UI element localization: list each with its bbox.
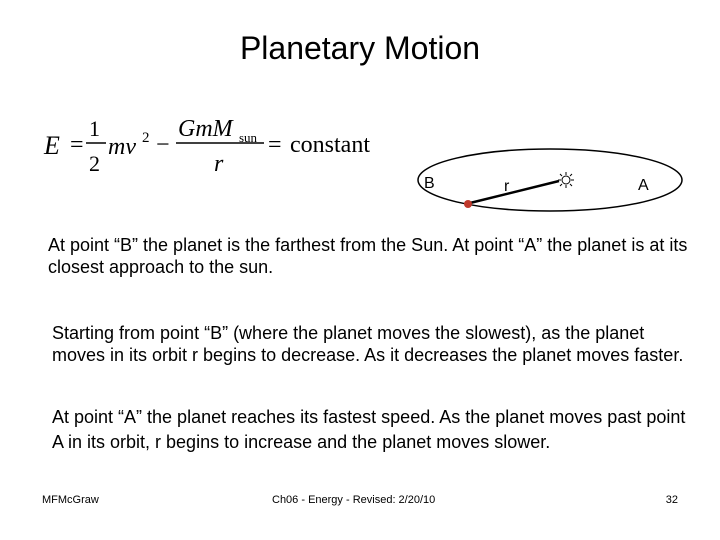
slide-title: Planetary Motion bbox=[239, 30, 481, 66]
gravity-subscript: sun bbox=[239, 130, 258, 145]
half-denominator: 2 bbox=[89, 151, 100, 176]
equals-sign-2: = bbox=[268, 132, 282, 158]
energy-equation bbox=[40, 112, 390, 182]
equation-lhs: E bbox=[44, 131, 60, 160]
radius-label: r bbox=[504, 178, 510, 195]
paragraph-farthest-closest: At point “B” the planet is the farthest from the Sun. At point “A” the planet is at its closest approach to the sun. bbox=[48, 235, 688, 277]
kinetic-exponent: 2 bbox=[142, 130, 150, 146]
paragraph-at-point-a: At point “A” the planet reaches its fastest speed. As the planet moves past point A in its orbit, r begins to increase and the planet moves slower. bbox=[52, 407, 686, 452]
gravity-denominator: r bbox=[214, 151, 224, 177]
footer-author: MFMcGraw bbox=[42, 494, 99, 506]
radius-line bbox=[470, 181, 559, 203]
point-a-label: A bbox=[638, 177, 649, 194]
kinetic-term: mv bbox=[108, 134, 136, 160]
footer-page-number: 32 bbox=[665, 494, 678, 506]
gravity-numerator: GmM bbox=[178, 116, 233, 142]
sun-icon bbox=[558, 172, 574, 188]
footer-chapter: Ch06 - Energy - Revised: 2/20/10 bbox=[272, 494, 436, 506]
paragraph-starting-from-b: Starting from point “B” (where the planet moves the slowest), as the planet moves in its orbit r begins to decrease. As it decreases the planet moves faster. bbox=[52, 323, 684, 365]
point-b-label: B bbox=[424, 175, 435, 192]
planet-marker bbox=[464, 200, 472, 208]
half-numerator: 1 bbox=[89, 116, 100, 141]
equals-sign-1: = bbox=[70, 132, 84, 158]
minus-sign: − bbox=[156, 132, 170, 158]
equation-rhs: constant bbox=[290, 132, 370, 158]
orbit-diagram bbox=[410, 130, 700, 230]
